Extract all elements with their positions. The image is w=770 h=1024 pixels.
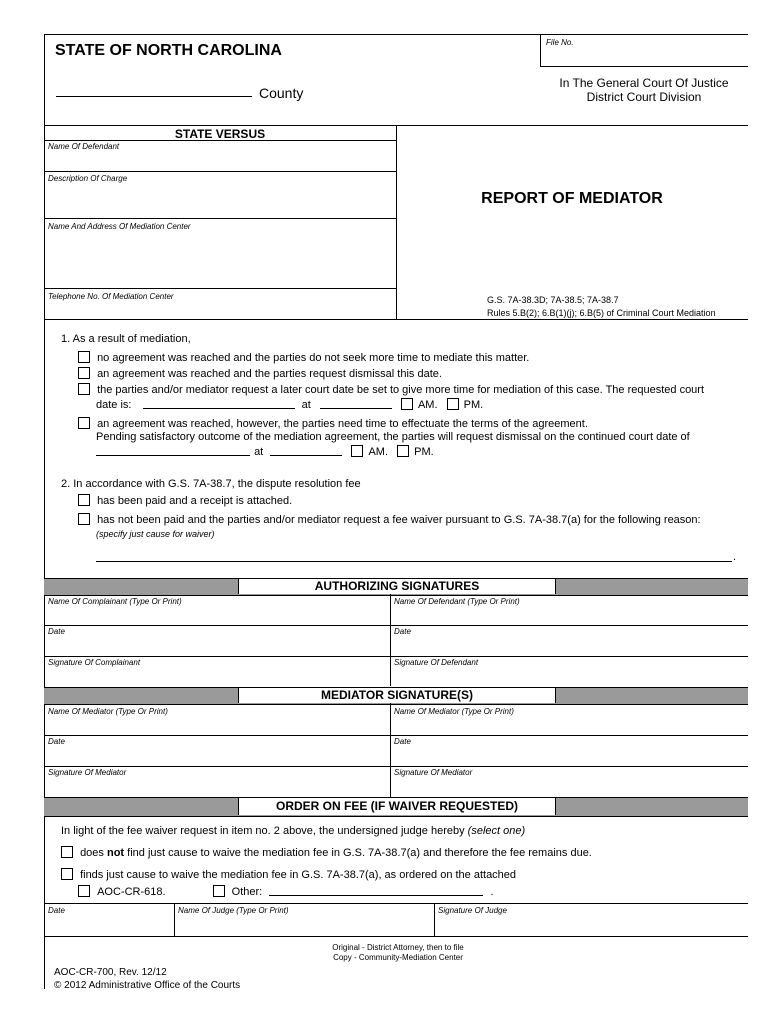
judge-sig-label: Signature Of Judge bbox=[438, 906, 507, 915]
judge-name-label: Name Of Judge (Type Or Print) bbox=[178, 906, 289, 915]
complainant-name-label: Name Of Complainant (Type Or Print) bbox=[48, 597, 182, 606]
order-option-a[interactable]: does not find just cause to waive the mediation fee in G.S. 7A-38.7(a) and therefore the fee remains due. bbox=[61, 846, 592, 859]
defendant-line[interactable] bbox=[44, 171, 396, 172]
item2-hint: (specify just cause for waiver) bbox=[96, 529, 215, 539]
item1-c-time-field[interactable] bbox=[320, 398, 392, 409]
item1-c-checkbox[interactable] bbox=[78, 383, 90, 395]
order-b-subrow: AOC-CR-618. Other: . bbox=[78, 885, 493, 898]
mediator-sig-left-label: Signature Of Mediator bbox=[48, 768, 127, 777]
distribution-line1: Original - District Attorney, then to file bbox=[332, 943, 464, 952]
authorizing-divider bbox=[390, 594, 391, 686]
item2-option-a[interactable]: has been paid and a receipt is attached. bbox=[78, 494, 292, 507]
item1-option-a[interactable]: no agreement was reached and the parties do not seek more time to mediate this matter. bbox=[78, 351, 529, 364]
aoc-cr-618-checkbox[interactable] bbox=[78, 885, 90, 897]
order-a-checkbox[interactable] bbox=[61, 846, 73, 858]
item1-d-checkbox[interactable] bbox=[78, 417, 90, 429]
auth-date-left-label: Date bbox=[48, 627, 65, 636]
left-box-bottom bbox=[44, 319, 748, 320]
order-b-checkbox[interactable] bbox=[61, 868, 73, 880]
state-title: STATE OF NORTH CAROLINA bbox=[55, 42, 282, 59]
file-no-underline bbox=[540, 66, 748, 67]
order-intro: In light of the fee waiver request in item no. 2 above, the undersigned judge hereby (select one) bbox=[61, 825, 526, 837]
order-sig-divider1 bbox=[174, 903, 175, 936]
defendant-name-label: Name Of Defendant (Type Or Print) bbox=[394, 597, 520, 606]
other-field[interactable] bbox=[269, 885, 483, 896]
item2-a-checkbox[interactable] bbox=[78, 494, 90, 506]
order-option-b[interactable]: finds just cause to waive the mediation fee in G.S. 7A-38.7(a), as ordered on the attached bbox=[61, 868, 516, 881]
auth-row2-line[interactable] bbox=[44, 656, 748, 657]
statutes-line2: Rules 5.B(2); 6.B(1)(j); 6.B(5) of Criminal Court Mediation bbox=[487, 308, 716, 318]
item1-c-date-field[interactable] bbox=[143, 398, 295, 409]
sig-complainant-label: Signature Of Complainant bbox=[48, 658, 141, 667]
item1-c-date-row: date is: at AM. PM. bbox=[96, 399, 484, 411]
waiver-reason-field[interactable] bbox=[96, 561, 732, 562]
order-sig-divider2 bbox=[434, 903, 435, 936]
item1-option-c[interactable]: the parties and/or mediator request a later court date be set to give more time for mediation of this case. The requested court bbox=[78, 383, 704, 396]
item1-d-am-checkbox[interactable] bbox=[351, 445, 363, 457]
item2-b-checkbox[interactable] bbox=[78, 513, 90, 525]
order-sig-top-line bbox=[44, 903, 748, 904]
item1-c-am-checkbox[interactable] bbox=[401, 398, 413, 410]
charge-label: Description Of Charge bbox=[48, 174, 128, 183]
item1-d-pm-checkbox[interactable] bbox=[397, 445, 409, 457]
item2-intro: 2. In accordance with G.S. 7A-38.7, the dispute resolution fee bbox=[61, 478, 361, 490]
center-label: Name And Address Of Mediation Center bbox=[48, 222, 191, 231]
sig-defendant-label: Signature Of Defendant bbox=[394, 658, 479, 667]
county-field[interactable] bbox=[56, 96, 252, 97]
state-versus-line bbox=[44, 140, 396, 141]
item1-option-d[interactable]: an agreement was reached, however, the parties need time to effectuate the terms of the agreement. bbox=[78, 417, 588, 430]
court-line2: District Court Division bbox=[586, 90, 702, 104]
other-checkbox[interactable] bbox=[213, 885, 225, 897]
waiver-reason-period: . bbox=[733, 551, 737, 563]
item1-d-line2: Pending satisfactory outcome of the mediation agreement, the parties will request dismissal on the continued court date of bbox=[96, 431, 690, 443]
item1-option-b[interactable]: an agreement was reached and the parties request dismissal this date. bbox=[78, 367, 442, 380]
auth-date-right-label: Date bbox=[394, 627, 411, 636]
form-number: AOC-CR-700, Rev. 12/12 bbox=[54, 967, 167, 978]
mediator-name-right-label: Name Of Mediator (Type Or Print) bbox=[394, 707, 514, 716]
defendant-label: Name Of Defendant bbox=[48, 142, 120, 151]
mediator-name-left-label: Name Of Mediator (Type Or Print) bbox=[48, 707, 168, 716]
item1-c-pm-checkbox[interactable] bbox=[447, 398, 459, 410]
item1-intro: 1. As a result of mediation, bbox=[61, 333, 191, 345]
item1-d-date-row: at AM. PM. bbox=[96, 445, 434, 458]
form-title: REPORT OF MEDIATOR bbox=[481, 190, 663, 207]
statutes-line1: G.S. 7A-38.3D; 7A-38.5; 7A-38.7 bbox=[487, 295, 619, 305]
court-line1: In The General Court Of Justice bbox=[559, 76, 729, 90]
mediator-divider bbox=[390, 703, 391, 797]
state-versus: STATE VERSUS bbox=[174, 127, 266, 141]
item2-option-b[interactable]: has not been paid and the parties and/or mediator request a fee waiver pursuant to G.S. 7A-38.7(a) for the following reason: bbox=[78, 513, 701, 526]
distribution-line2: Copy - Community-Mediation Center bbox=[333, 953, 463, 962]
item1-d-time-field[interactable] bbox=[270, 445, 342, 456]
copyright: © 2012 Administrative Office of the Courts bbox=[54, 980, 241, 991]
item1-a-checkbox[interactable] bbox=[78, 351, 90, 363]
county-label: County bbox=[259, 85, 304, 101]
left-box-divider bbox=[396, 125, 397, 319]
item1-d-date-field[interactable] bbox=[96, 445, 250, 456]
authorizing-heading: AUTHORIZING SIGNATURES bbox=[238, 579, 556, 594]
file-no-divider bbox=[540, 34, 541, 66]
order-heading: ORDER ON FEE (IF WAIVER REQUESTED) bbox=[238, 798, 556, 815]
auth-row1-line[interactable] bbox=[44, 625, 748, 626]
telephone-label: Telephone No. Of Mediation Center bbox=[48, 292, 174, 301]
med-row2-line[interactable] bbox=[44, 766, 748, 767]
top-border bbox=[44, 34, 748, 35]
order-date-label: Date bbox=[48, 906, 65, 915]
center-line[interactable] bbox=[44, 288, 396, 289]
file-no-label: File No. bbox=[546, 38, 574, 47]
order-sig-bottom-line[interactable] bbox=[44, 936, 748, 937]
item1-b-checkbox[interactable] bbox=[78, 367, 90, 379]
med-date-left-label: Date bbox=[48, 737, 65, 746]
charge-line[interactable] bbox=[44, 218, 396, 219]
mediator-heading: MEDIATOR SIGNATURE(S) bbox=[238, 688, 556, 703]
med-date-right-label: Date bbox=[394, 737, 411, 746]
med-row1-line[interactable] bbox=[44, 735, 748, 736]
mediator-sig-right-label: Signature Of Mediator bbox=[394, 768, 473, 777]
left-border bbox=[44, 34, 45, 989]
